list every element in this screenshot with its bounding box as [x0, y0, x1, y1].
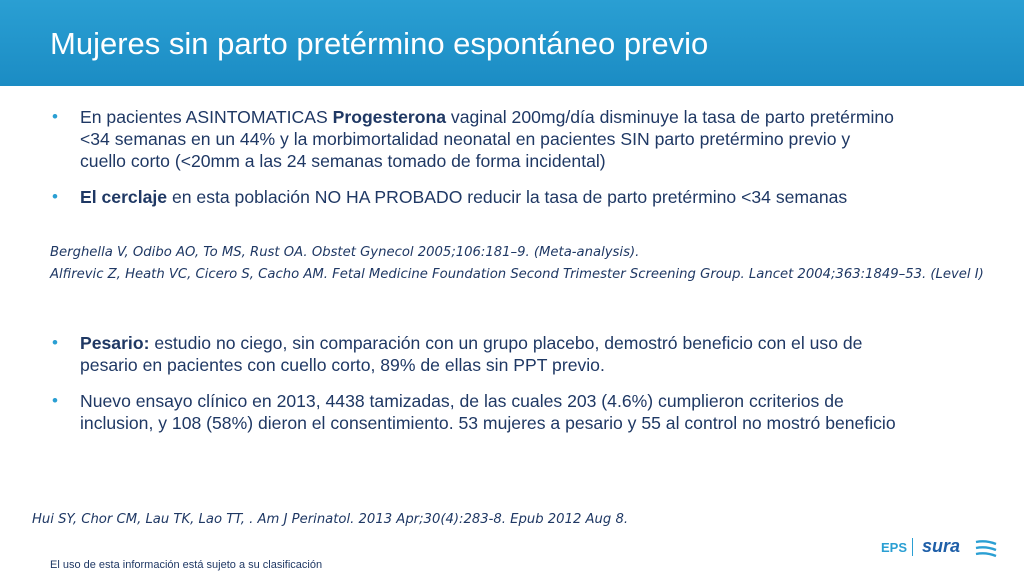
logo-sura-text: sura [922, 536, 961, 556]
bullet-marker: • [52, 107, 58, 126]
logo-separator [912, 538, 913, 556]
bullet-item [48, 390, 988, 434]
sura-logo [866, 536, 1006, 560]
bullet-line [80, 332, 988, 354]
bullet-text: inclusion, y 108 (58%) dieron el consentimiento. 53 mujeres a pesario y 55 al control no mostró beneficio [80, 413, 896, 433]
bullet-line [80, 354, 988, 376]
bullet-marker: • [52, 333, 58, 352]
bullet-list-bottom [48, 332, 988, 434]
bullet-item [48, 106, 988, 172]
references [50, 242, 1020, 286]
bullet-line [80, 106, 988, 128]
reference-line: Alfirevic Z, Heath VC, Cicero S, Cacho AM. Fetal Medicine Foundation Second Trimester Screening Group. Lancet 2004;363:1849–53. (Level I) [50, 267, 984, 282]
bullet-marker: • [52, 391, 58, 410]
bullet-line [80, 186, 988, 208]
bottom-reference: Hui SY, Chor CM, Lau TK, Lao TT, . Am J Perinatol. 2013 Apr;30(4):283-8. Epub 2012 Aug 8. [32, 512, 629, 527]
bullet-text: En pacientes ASINTOMATICAS [80, 107, 333, 127]
bullet-text: cuello corto (<20mm a las 24 semanas tomado de forma incidental) [80, 151, 606, 171]
title-bar [0, 0, 1024, 86]
bullet-text-bold: Progesterona [332, 107, 447, 127]
bullet-list-top [48, 106, 988, 208]
reference-line: Berghella V, Odibo AO, To MS, Rust OA. Obstet Gynecol 2005;106:181–9. (Meta-analysis). [50, 245, 640, 260]
logo-eps-text: EPS [881, 540, 908, 555]
bullet-item [48, 186, 988, 208]
bullet-line [80, 150, 988, 172]
slide-title: Mujeres sin parto pretérmino espontáneo previo [50, 26, 709, 61]
bullet-text: estudio no ciego, sin comparación con un grupo placebo, demostró beneficio con el uso de [149, 333, 863, 353]
bullet-text: pesario en pacientes con cuello corto, 89% de ellas sin PPT previo. [80, 355, 605, 375]
bullet-item [48, 332, 988, 376]
bullet-line [80, 128, 988, 150]
bullet-text: vaginal 200mg/día disminuye la tasa de parto pretérmino [446, 107, 894, 127]
bullet-text: en esta población NO HA PROBADO reducir la tasa de parto pretérmino <34 semanas [167, 187, 848, 207]
sura-wing-icon [974, 538, 998, 560]
bullet-text-bold: El cerclaje [80, 187, 168, 207]
bullet-text: Nuevo ensayo clínico en 2013, 4438 tamizadas, de las cuales 203 (4.6%) cumplieron ccriterios de [80, 391, 844, 411]
footer-note: El uso de esta información está sujeto a su clasificación [50, 559, 323, 571]
bullet-text-bold: Pesario: [80, 333, 150, 353]
bullet-line [80, 390, 988, 412]
bullet-marker: • [52, 187, 58, 206]
bullet-text: <34 semanas en un 44% y la morbimortalidad neonatal en pacientes SIN parto pretérmino previo y [80, 129, 851, 149]
bullet-line [80, 412, 988, 434]
